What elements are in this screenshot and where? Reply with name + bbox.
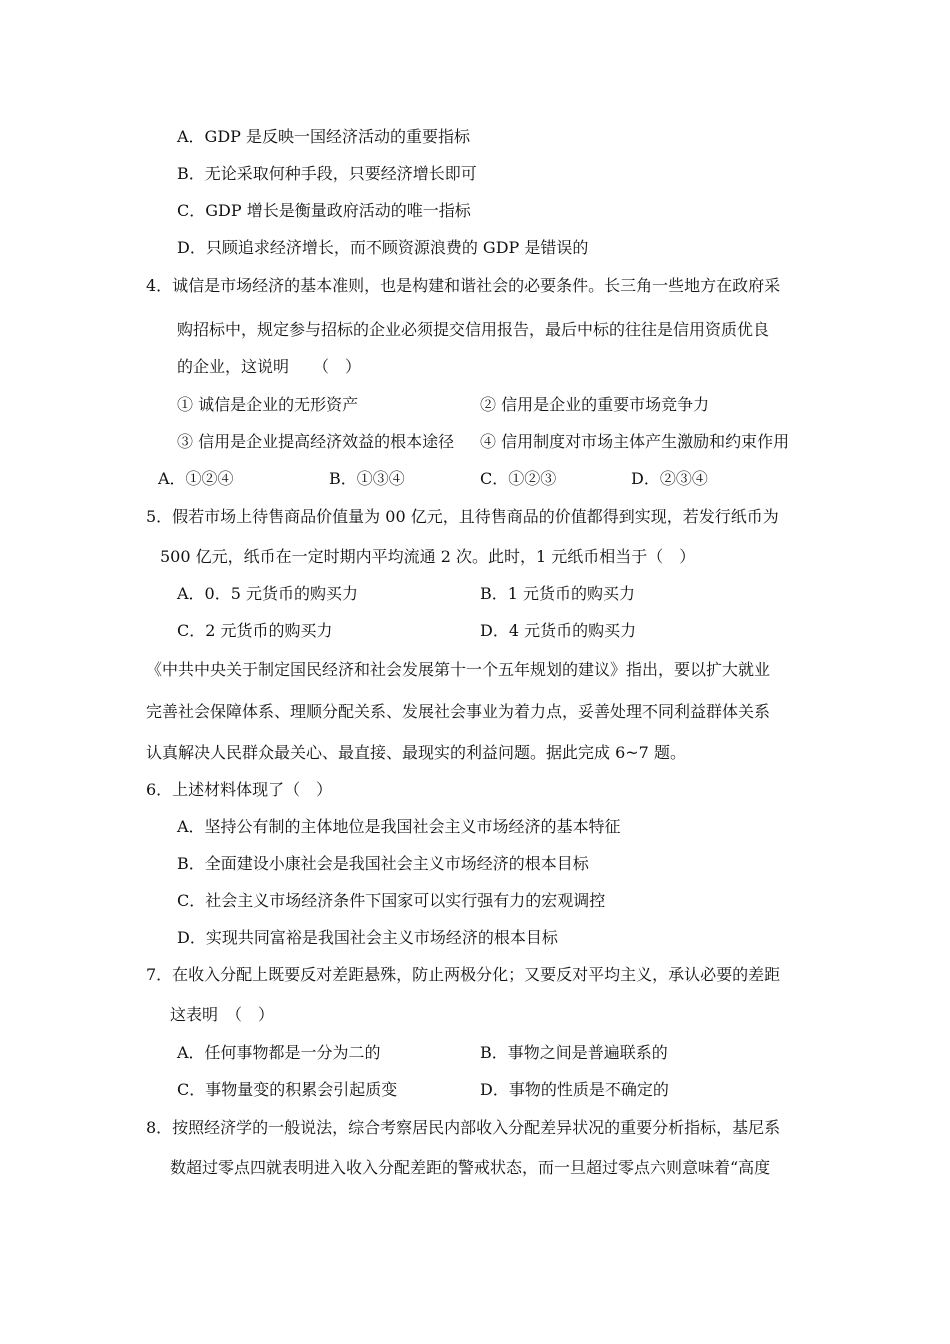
q3-option-d: D．只顾追求经济增长，而不顾资源浪费的 GDP 是错误的: [177, 238, 589, 257]
q4-option-a: A．①②④: [158, 469, 234, 488]
q5-option-d: D．4 元货币的购买力: [480, 621, 637, 640]
q5-option-a: A．0．5 元货币的购买力: [177, 584, 359, 603]
q4-item-3: ③ 信用是企业提高经济效益的根本途径: [177, 432, 455, 451]
q7-stem-line1: 7．在收入分配上既要反对差距悬殊，防止两极分化；又要反对平均主义，承认必要的差距: [146, 965, 781, 984]
q4-option-b: B．①③④: [329, 469, 405, 488]
material-line1: 《中共中央关于制定国民经济和社会发展第十一个五年规划的建议》指出，要以扩大就业: [146, 660, 771, 679]
q7-option-c: C．事物量变的积累会引起质变: [177, 1080, 398, 1099]
q5-option-c: C．2 元货币的购买力: [177, 621, 333, 640]
q4-item-4: ④ 信用制度对市场主体产生激励和约束作用: [480, 432, 790, 451]
q6-stem: 6．上述材料体现了（ ）: [146, 780, 333, 799]
q3-option-a: A．GDP 是反映一国经济活动的重要指标: [177, 127, 471, 146]
q4-option-c: C．①②③: [480, 469, 557, 488]
q6-option-a: A．坚持公有制的主体地位是我国社会主义市场经济的基本特征: [177, 817, 621, 836]
q6-option-b: B．全面建设小康社会是我国社会主义市场经济的根本目标: [177, 854, 589, 873]
material-line3: 认真解决人民群众最关心、最直接、最现实的利益问题。据此完成 6~7 题。: [146, 743, 686, 762]
material-line2: 完善社会保障体系、理顺分配关系、发展社会事业为着力点，妥善处理不同利益群体关系: [146, 702, 771, 721]
q7-option-b: B．事物之间是普遍联系的: [480, 1043, 668, 1062]
q3-option-c: C．GDP 增长是衡量政府活动的唯一指标: [177, 201, 471, 220]
q4-stem-line3: 的企业，这说明 （ ）: [177, 357, 362, 376]
q8-stem-line2: 数超过零点四就表明进入收入分配差距的警戒状态，而一旦超过零点六则意味着“高度: [170, 1158, 771, 1177]
q5-option-b: B．1 元货币的购买力: [480, 584, 636, 603]
q4-stem-line2: 购招标中，规定参与招标的企业必须提交信用报告，最后中标的往往是信用资质优良: [177, 320, 770, 339]
q5-stem-line2: 500 亿元，纸币在一定时期内平均流通 2 次。此时，1 元纸币相当于（ ）: [160, 547, 696, 566]
q7-option-d: D．事物的性质是不确定的: [480, 1080, 669, 1099]
q8-stem-line1: 8．按照经济学的一般说法，综合考察居民内部收入分配差异状况的重要分析指标，基尼系: [146, 1118, 781, 1137]
q4-item-2: ② 信用是企业的重要市场竞争力: [480, 395, 710, 414]
q5-stem-line1: 5．假若市场上待售商品价值量为 00 亿元，且待售商品的价值都得到实现，若发行纸币为: [146, 507, 779, 526]
q4-stem-line1: 4．诚信是市场经济的基本准则，也是构建和谐社会的必要条件。长三角一些地方在政府采: [146, 276, 781, 295]
q7-option-a: A．任何事物都是一分为二的: [177, 1043, 381, 1062]
q6-option-d: D．实现共同富裕是我国社会主义市场经济的根本目标: [177, 928, 558, 947]
q4-option-d: D．②③④: [631, 469, 708, 488]
q3-option-b: B．无论采取何种手段，只要经济增长即可: [177, 164, 477, 183]
q7-stem-line2: 这表明 （ ）: [170, 1005, 275, 1024]
q4-item-1: ① 诚信是企业的无形资产: [177, 395, 359, 414]
q6-option-c: C．社会主义市场经济条件下国家可以实行强有力的宏观调控: [177, 891, 606, 910]
